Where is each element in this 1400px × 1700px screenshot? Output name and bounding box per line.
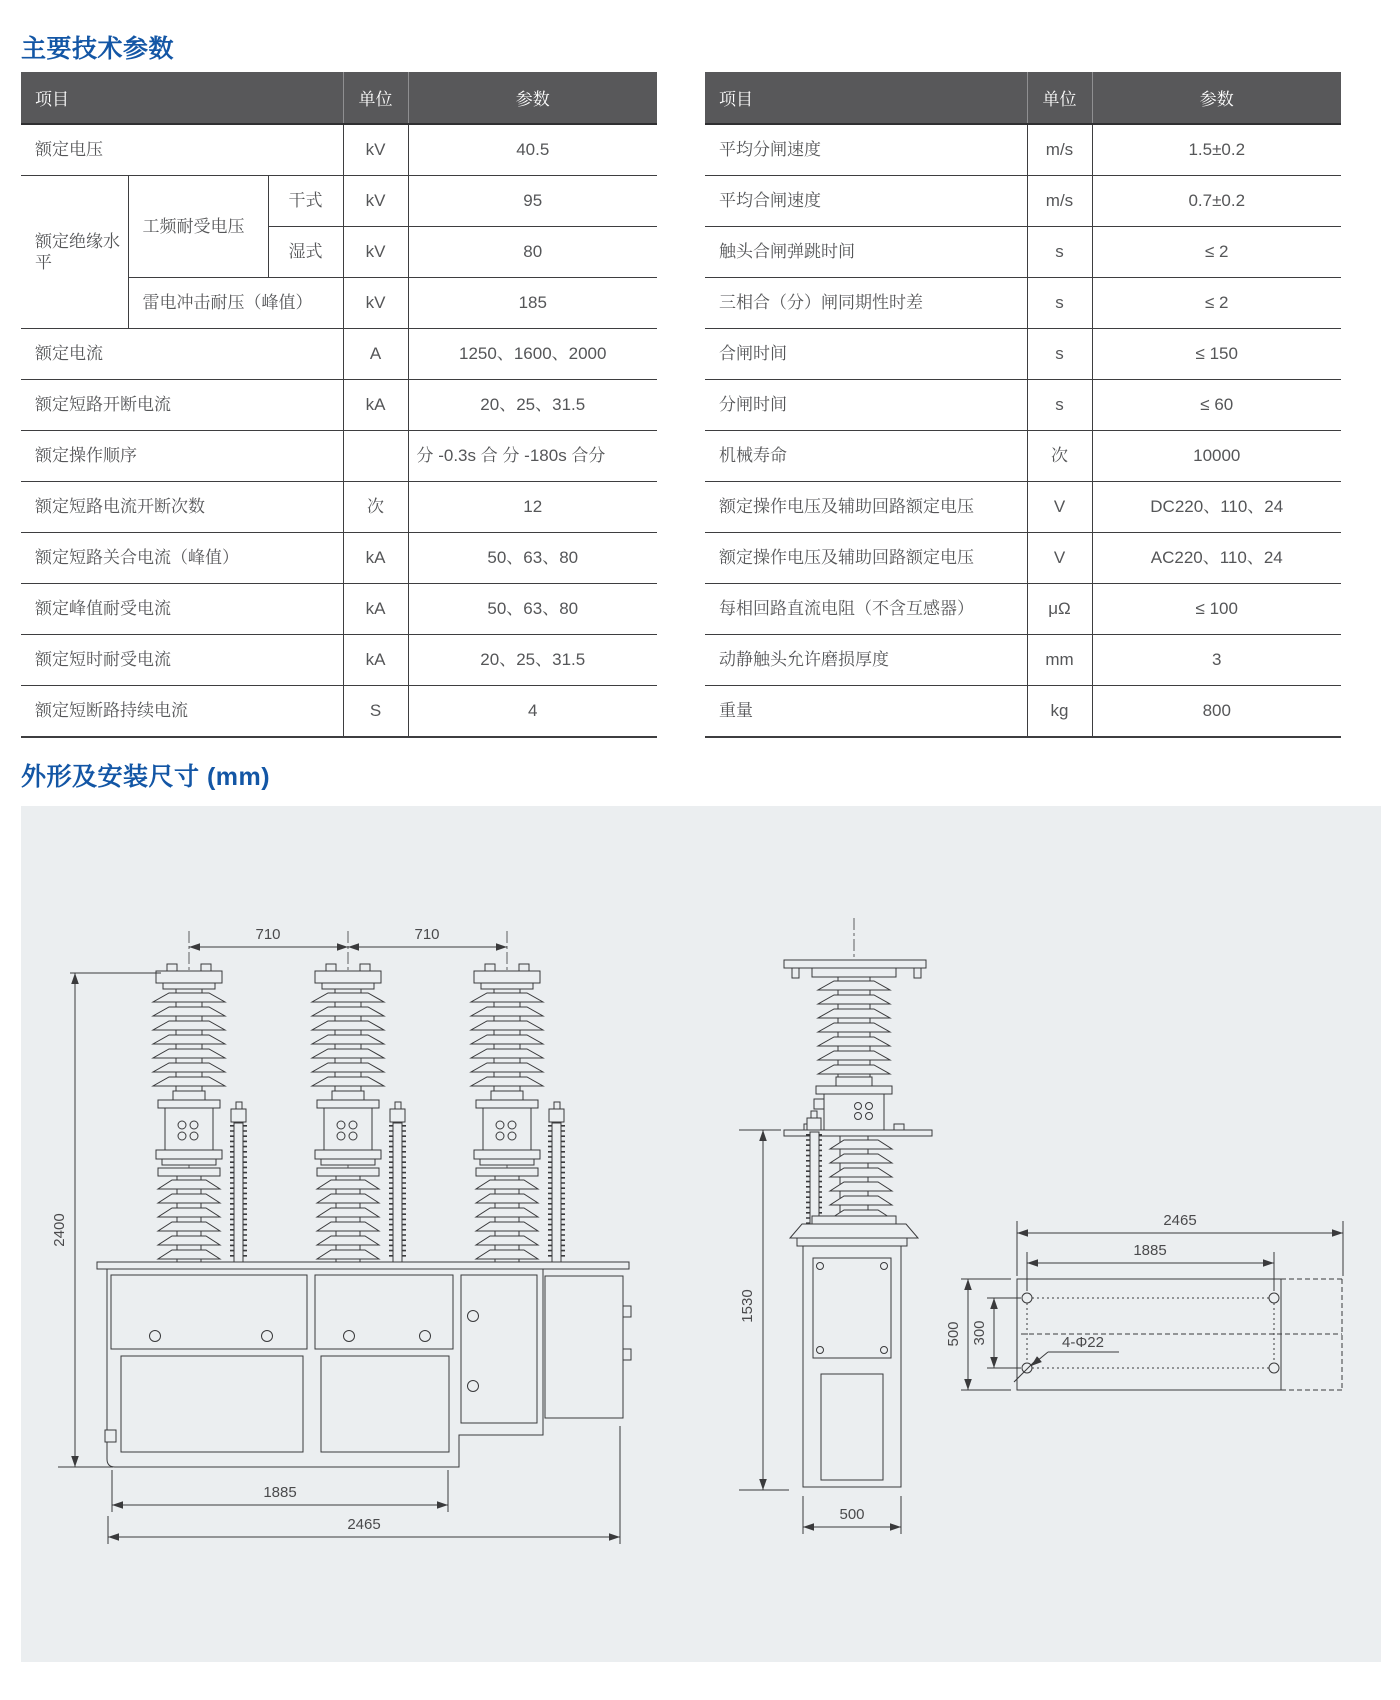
cell-unit: kA <box>343 635 408 686</box>
cell-value: 50、63、80 <box>408 533 657 584</box>
table-row <box>705 533 1341 584</box>
cell-item: 额定操作电压及辅助回路额定电压 <box>705 482 1027 533</box>
cell-unit: mm <box>1027 635 1092 686</box>
dim-label-plan-hole-span: 1885 <box>1133 1242 1167 1259</box>
cell-item: 额定短路开断电流 <box>21 380 343 431</box>
cell-unit: μΩ <box>1027 584 1092 635</box>
cell-item: 额定短时耐受电流 <box>21 635 343 686</box>
dim-label-total-width: 2465 <box>347 1516 381 1533</box>
col-header-unit: 单位 <box>1027 72 1092 124</box>
cell-unit: s <box>1027 329 1092 380</box>
cell-unit: kV <box>343 124 408 176</box>
cell-value: ≤ 2 <box>1092 278 1341 329</box>
cell-value: 4 <box>408 686 657 738</box>
table-row <box>21 635 657 686</box>
cell-unit: A <box>343 329 408 380</box>
front-view <box>51 926 631 1544</box>
cell-unit: V <box>1027 482 1092 533</box>
cell-value: 185 <box>408 278 657 329</box>
cell-value: ≤ 100 <box>1092 584 1341 635</box>
table-row <box>705 227 1341 278</box>
table-row <box>705 176 1341 227</box>
dim-label-side-height: 1530 <box>739 1289 756 1323</box>
cell-unit: s <box>1027 278 1092 329</box>
cell-unit: V <box>1027 533 1092 584</box>
cell-value: AC220、110、24 <box>1092 533 1341 584</box>
cell-value: 20、25、31.5 <box>408 635 657 686</box>
dim-label-plan-hole-span-y: 300 <box>971 1320 988 1346</box>
spec-table-left <box>21 72 657 738</box>
cell-value: DC220、110、24 <box>1092 482 1341 533</box>
cell-item: 分闸时间 <box>705 380 1027 431</box>
plan-view <box>945 1212 1343 1390</box>
cell-unit: s <box>1027 380 1092 431</box>
dim-label-side-width: 500 <box>839 1506 865 1523</box>
cell-value: 50、63、80 <box>408 584 657 635</box>
cell-value: 12 <box>408 482 657 533</box>
mounting-hole <box>1022 1293 1032 1303</box>
mounting-hole <box>1269 1363 1279 1373</box>
dim-label-span-left: 710 <box>255 926 281 943</box>
page-title-params: 主要技术参数 <box>21 34 175 63</box>
table-row <box>705 329 1341 380</box>
table-header-row <box>21 72 657 124</box>
cell-unit: kV <box>343 176 408 227</box>
cell-item: 动静触头允许磨损厚度 <box>705 635 1027 686</box>
table-row <box>705 431 1341 482</box>
cell-unit: S <box>343 686 408 738</box>
cell-value: 800 <box>1092 686 1341 738</box>
spec-table-right <box>705 72 1341 738</box>
cell-unit: s <box>1027 227 1092 278</box>
table-row <box>705 635 1341 686</box>
cell-item: 湿式 <box>268 227 343 278</box>
table-row <box>705 124 1341 176</box>
cell-value: 10000 <box>1092 431 1341 482</box>
cell-unit: kg <box>1027 686 1092 738</box>
table-header-row <box>705 72 1341 124</box>
dim-label-hole-span: 1885 <box>263 1484 297 1501</box>
cell-item: 触头合闸弹跳时间 <box>705 227 1027 278</box>
table-row <box>21 124 657 176</box>
cell-item: 额定操作顺序 <box>21 431 343 482</box>
cell-value: 1.5±0.2 <box>1092 124 1341 176</box>
cell-unit: 次 <box>1027 431 1092 482</box>
cell-value: ≤ 60 <box>1092 380 1341 431</box>
page-title-dimensions: 外形及安装尺寸 (mm) <box>21 762 271 791</box>
cell-value: 40.5 <box>408 124 657 176</box>
col-header-item: 项目 <box>705 72 1027 124</box>
cell-unit: m/s <box>1027 176 1092 227</box>
cell-value: 20、25、31.5 <box>408 380 657 431</box>
cell-item: 额定电压 <box>21 124 343 176</box>
col-header-value: 参数 <box>1092 72 1341 124</box>
cell-value: ≤ 2 <box>1092 227 1341 278</box>
cell-value: 1250、1600、2000 <box>408 329 657 380</box>
cell-item: 平均分闸速度 <box>705 124 1027 176</box>
breaker-pole <box>312 931 405 1271</box>
table-row <box>21 176 657 227</box>
cell-unit: kV <box>343 227 408 278</box>
cell-item: 干式 <box>268 176 343 227</box>
cell-item: 额定短路电流开断次数 <box>21 482 343 533</box>
cell-item: 雷电冲击耐压（峰值） <box>128 278 343 329</box>
col-header-unit: 单位 <box>343 72 408 124</box>
cell-unit: 次 <box>343 482 408 533</box>
mounting-hole <box>1022 1363 1032 1373</box>
cell-value: 分 -0.3s 合 分 -180s 合分 <box>408 431 657 482</box>
col-header-item: 项目 <box>21 72 343 124</box>
cell-item-group: 额定绝缘水平 <box>21 176 128 329</box>
cell-item: 三相合（分）闸同期性时差 <box>705 278 1027 329</box>
table-row <box>705 584 1341 635</box>
drawing-panel <box>21 806 1381 1662</box>
cell-unit: kA <box>343 380 408 431</box>
table-row <box>21 380 657 431</box>
cell-item: 额定短路关合电流（峰值） <box>21 533 343 584</box>
dim-label-plan-width: 2465 <box>1163 1212 1197 1229</box>
breaker-pole <box>153 931 246 1271</box>
breaker-pole <box>471 931 564 1271</box>
cell-item: 额定操作电压及辅助回路额定电压 <box>705 533 1027 584</box>
dim-label-holes: 4-Φ22 <box>1062 1334 1104 1351</box>
cell-value: 3 <box>1092 635 1341 686</box>
cell-item: 每相回路直流电阻（不含互感器） <box>705 584 1027 635</box>
table-row <box>21 482 657 533</box>
cell-item: 额定电流 <box>21 329 343 380</box>
dim-label-plan-depth: 500 <box>945 1321 962 1347</box>
table-row <box>21 431 657 482</box>
table-row <box>21 584 657 635</box>
dim-label-height: 2400 <box>51 1213 68 1247</box>
cell-value: 80 <box>408 227 657 278</box>
cell-value: ≤ 150 <box>1092 329 1341 380</box>
cell-unit: m/s <box>1027 124 1092 176</box>
mounting-hole <box>1269 1293 1279 1303</box>
table-row <box>705 278 1341 329</box>
cell-item: 机械寿命 <box>705 431 1027 482</box>
col-header-value: 参数 <box>408 72 657 124</box>
side-view <box>739 918 932 1534</box>
cell-unit: kA <box>343 584 408 635</box>
dim-label-span-right: 710 <box>414 926 440 943</box>
cell-item: 重量 <box>705 686 1027 738</box>
table-row <box>21 329 657 380</box>
table-row <box>21 533 657 584</box>
cell-item: 平均合闸速度 <box>705 176 1027 227</box>
cell-value: 95 <box>408 176 657 227</box>
cell-item-subgroup: 工频耐受电压 <box>128 176 268 278</box>
table-row <box>705 380 1341 431</box>
table-row <box>21 686 657 738</box>
cell-item: 额定短断路持续电流 <box>21 686 343 738</box>
cell-unit: kV <box>343 278 408 329</box>
cell-item: 额定峰值耐受电流 <box>21 584 343 635</box>
cell-unit: kA <box>343 533 408 584</box>
table-row <box>705 482 1341 533</box>
table-row <box>705 686 1341 738</box>
cell-unit <box>343 431 408 482</box>
dimension-drawing <box>21 806 1381 1662</box>
cell-item: 合闸时间 <box>705 329 1027 380</box>
cell-value: 0.7±0.2 <box>1092 176 1341 227</box>
